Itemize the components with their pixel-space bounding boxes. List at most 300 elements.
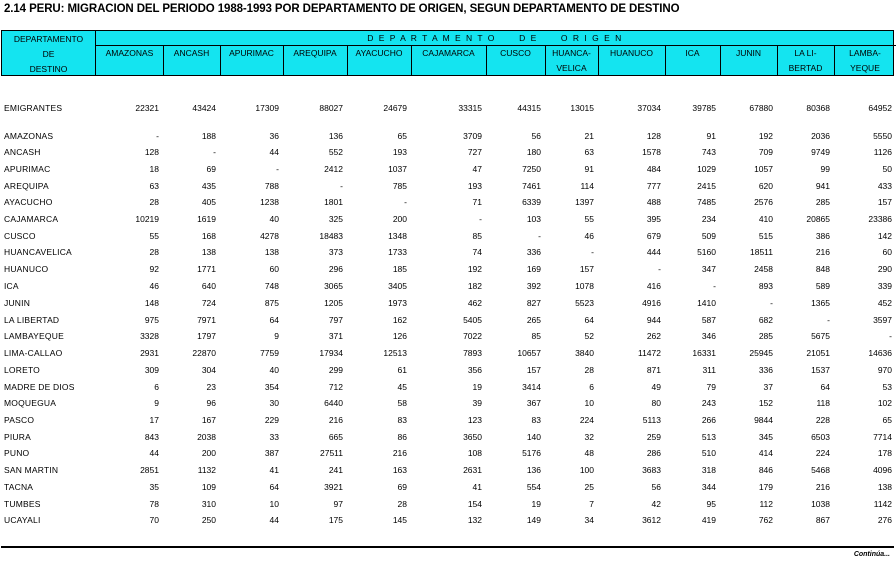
- table-cell: 2851: [140, 465, 159, 475]
- row-label: MOQUEGUA: [4, 398, 57, 408]
- table-cell: 18511: [749, 247, 773, 257]
- table-cell: 58: [397, 398, 407, 408]
- table-cell: 33315: [458, 103, 482, 113]
- table-cell: 25945: [749, 348, 773, 358]
- row-label: HUANUCO: [4, 264, 49, 274]
- table-cell: 35: [149, 482, 159, 492]
- column-header: VELICA: [556, 63, 587, 73]
- table-cell: 216: [392, 448, 407, 458]
- table-cell: 462: [467, 298, 482, 308]
- table-cell: 136: [328, 131, 343, 141]
- column-header: JUNIN: [735, 48, 762, 58]
- table-cell: 63: [149, 181, 159, 191]
- table-cell: 3065: [324, 281, 343, 291]
- table-cell: 5176: [522, 448, 541, 458]
- table-cell: 682: [758, 315, 773, 325]
- header-rule: [95, 45, 896, 46]
- table-cell: 419: [701, 515, 716, 525]
- table-cell: 665: [328, 432, 343, 442]
- column-header: YEQUE: [850, 63, 880, 73]
- table-cell: 42: [651, 499, 661, 509]
- table-cell: 259: [646, 432, 661, 442]
- table-cell: 1771: [197, 264, 216, 274]
- row-label: LIMA-CALLAO: [4, 348, 63, 358]
- table-cell: 871: [646, 365, 661, 375]
- table-cell: 80368: [806, 103, 830, 113]
- table-cell: 200: [201, 448, 216, 458]
- table-cell: 27511: [319, 448, 343, 458]
- row-label: SAN MARTIN: [4, 465, 59, 475]
- table-cell: 2931: [140, 348, 159, 358]
- table-cell: 216: [815, 247, 830, 257]
- table-cell: 266: [701, 415, 716, 425]
- table-cell: 1348: [388, 231, 407, 241]
- table-cell: 941: [815, 181, 830, 191]
- table-cell: 4916: [642, 298, 661, 308]
- table-cell: 145: [392, 515, 407, 525]
- table-cell: 2036: [811, 131, 830, 141]
- table-cell: 3405: [388, 281, 407, 291]
- table-cell: 7250: [522, 164, 541, 174]
- row-label: JUNIN: [4, 298, 31, 308]
- column-header: AMAZONAS: [105, 48, 154, 58]
- table-cell: 3683: [642, 465, 661, 475]
- table-cell: 392: [526, 281, 541, 291]
- table-cell: 7971: [197, 315, 216, 325]
- table-cell: 5468: [811, 465, 830, 475]
- table-cell: 3650: [463, 432, 482, 442]
- table-cell: 224: [815, 448, 830, 458]
- table-cell: 10: [269, 499, 279, 509]
- table-cell: 250: [201, 515, 216, 525]
- table-row: [0, 497, 896, 511]
- table-cell: 7759: [260, 348, 279, 358]
- table-cell: 513: [701, 432, 716, 442]
- table-cell: 114: [580, 181, 594, 191]
- column-header: LA LI-: [794, 48, 817, 58]
- table-cell: 3921: [324, 482, 343, 492]
- table-cell: 36: [269, 131, 279, 141]
- table-row: [0, 179, 896, 193]
- row-label: ANCASH: [4, 147, 41, 157]
- stub-header-line3: DESTINO: [29, 64, 68, 74]
- table-cell: 515: [758, 231, 773, 241]
- table-cell: 21: [584, 131, 594, 141]
- table-cell: 3709: [463, 131, 482, 141]
- table-cell: 285: [758, 331, 773, 341]
- table-cell: 241: [328, 465, 343, 475]
- table-cell: 433: [877, 181, 892, 191]
- table-row: [0, 463, 896, 477]
- table-cell: 17934: [319, 348, 343, 358]
- table-cell: 3612: [642, 515, 661, 525]
- table-cell: 347: [701, 264, 716, 274]
- table-cell: 154: [467, 499, 482, 509]
- table-cell: 167: [201, 415, 216, 425]
- row-label: EMIGRANTES: [4, 103, 63, 113]
- table-row: [0, 480, 896, 494]
- row-label: TACNA: [4, 482, 34, 492]
- table-cell: 7461: [522, 181, 541, 191]
- continued-note: Continúa...: [853, 551, 890, 558]
- table-cell: 7022: [463, 331, 482, 341]
- table-cell: 18483: [319, 231, 343, 241]
- table-cell: 49: [651, 382, 661, 392]
- table-cell: 339: [877, 281, 892, 291]
- table-cell: 290: [877, 264, 892, 274]
- table-cell: 43424: [192, 103, 216, 113]
- table-cell: 157: [877, 197, 892, 207]
- table-cell: 679: [646, 231, 661, 241]
- table-cell: 9: [274, 331, 279, 341]
- table-cell: 132: [467, 515, 482, 525]
- table-cell: 587: [701, 315, 716, 325]
- table-cell: 128: [646, 131, 661, 141]
- origin-group-label: D E P A R T A M E N T O D E O R I G E N: [367, 33, 623, 43]
- table-cell: 39: [472, 398, 482, 408]
- table-cell: 138: [264, 247, 279, 257]
- table-cell: 970: [877, 365, 892, 375]
- table-cell: 17: [149, 415, 159, 425]
- table-cell: 63: [584, 147, 594, 157]
- table-row: [0, 396, 896, 410]
- table-row: [0, 212, 896, 226]
- emigrantes-row: [0, 101, 896, 115]
- table-cell: 3840: [575, 348, 594, 358]
- table-cell: 103: [526, 214, 541, 224]
- table-cell: 336: [758, 365, 773, 375]
- table-cell: 10657: [517, 348, 541, 358]
- table-cell: 9749: [811, 147, 830, 157]
- table-row: [0, 229, 896, 243]
- table-cell: 24679: [383, 103, 407, 113]
- row-label: AREQUIPA: [4, 181, 49, 191]
- table-row: [0, 145, 896, 159]
- table-cell: 1037: [388, 164, 407, 174]
- table-row: [0, 245, 896, 259]
- table-cell: 1733: [388, 247, 407, 257]
- table-cell: 44: [269, 515, 279, 525]
- table-cell: 414: [758, 448, 773, 458]
- page-title: 2.14 PERU: MIGRACION DEL PERIODO 1988-1993 POR DEPARTAMENTO DE ORIGEN, SEGUN DEPARTAMENTO DE DESTINO: [4, 3, 680, 15]
- table-cell: 70: [149, 515, 159, 525]
- column-header: LAMBA-: [849, 48, 881, 58]
- table-row: [0, 446, 896, 460]
- table-cell: 65: [882, 415, 892, 425]
- table-cell: 6503: [811, 432, 830, 442]
- table-cell: 944: [646, 315, 661, 325]
- table-cell: 1801: [324, 197, 343, 207]
- table-cell: 9: [154, 398, 159, 408]
- table-cell: 788: [264, 181, 279, 191]
- table-cell: 19: [472, 382, 482, 392]
- table-cell: 640: [201, 281, 216, 291]
- table-cell: 45: [397, 382, 407, 392]
- table-cell: 6339: [522, 197, 541, 207]
- table-cell: 484: [646, 164, 661, 174]
- table-cell: 12513: [383, 348, 407, 358]
- table-cell: 336: [526, 247, 541, 257]
- table-cell: 7: [589, 499, 594, 509]
- table-cell: 4278: [260, 231, 279, 241]
- table-cell: 34: [584, 515, 594, 525]
- table-cell: 10: [584, 398, 594, 408]
- table-cell: 345: [758, 432, 773, 442]
- table-row: [0, 296, 896, 310]
- table-row: [0, 380, 896, 394]
- table-cell: 14636: [868, 348, 892, 358]
- table-cell: 192: [758, 131, 773, 141]
- table-cell: 108: [467, 448, 482, 458]
- table-cell: 55: [584, 214, 594, 224]
- column-header: ANCASH: [173, 48, 210, 58]
- table-cell: 22321: [135, 103, 159, 113]
- table-cell: 140: [526, 432, 541, 442]
- table-cell: 1205: [324, 298, 343, 308]
- table-cell: 6440: [324, 398, 343, 408]
- table-cell: 318: [701, 465, 716, 475]
- table-cell: 304: [201, 365, 216, 375]
- table-cell: 102: [877, 398, 892, 408]
- table-cell: 100: [579, 465, 594, 475]
- table-cell: 83: [531, 415, 541, 425]
- table-cell: 724: [201, 298, 216, 308]
- table-cell: 1078: [575, 281, 594, 291]
- table-cell: 192: [467, 264, 482, 274]
- table-cell: 743: [701, 147, 716, 157]
- table-cell: -: [538, 231, 541, 241]
- table-cell: 56: [531, 131, 541, 141]
- table-cell: 4096: [873, 465, 892, 475]
- table-cell: 78: [149, 499, 159, 509]
- table-cell: 13015: [570, 103, 594, 113]
- table-cell: 2458: [754, 264, 773, 274]
- table-cell: 7714: [873, 432, 892, 442]
- table-cell: 95: [706, 499, 716, 509]
- table-cell: -: [827, 315, 830, 325]
- table-cell: 1238: [260, 197, 279, 207]
- table-cell: 65: [397, 131, 407, 141]
- table-cell: 44315: [517, 103, 541, 113]
- table-cell: 46: [584, 231, 594, 241]
- table-cell: 157: [526, 365, 541, 375]
- table-cell: 60: [882, 247, 892, 257]
- table-cell: 163: [392, 465, 407, 475]
- table-cell: 37034: [637, 103, 661, 113]
- table-cell: 96: [206, 398, 216, 408]
- table-cell: 85: [472, 231, 482, 241]
- table-cell: -: [591, 247, 594, 257]
- table-cell: 387: [264, 448, 279, 458]
- table-cell: 41: [472, 482, 482, 492]
- table-cell: 47: [472, 164, 482, 174]
- table-header: [1, 30, 894, 76]
- table-cell: 188: [201, 131, 216, 141]
- row-label: APURIMAC: [4, 164, 51, 174]
- table-cell: 344: [701, 482, 716, 492]
- table-cell: 23386: [868, 214, 892, 224]
- row-label: AMAZONAS: [4, 131, 54, 141]
- column-header: CAJAMARCA: [422, 48, 475, 58]
- table-cell: 91: [706, 131, 716, 141]
- table-cell: 17309: [255, 103, 279, 113]
- table-cell: 60: [269, 264, 279, 274]
- table-cell: -: [658, 264, 661, 274]
- table-cell: 18: [149, 164, 159, 174]
- table-cell: 53: [882, 382, 892, 392]
- table-cell: -: [889, 331, 892, 341]
- table-cell: 216: [328, 415, 343, 425]
- table-cell: 405: [201, 197, 216, 207]
- table-cell: 354: [264, 382, 279, 392]
- table-cell: 37: [763, 382, 773, 392]
- table-cell: 1132: [197, 465, 216, 475]
- table-row: [0, 430, 896, 444]
- table-cell: 52: [584, 331, 594, 341]
- column-header: BERTAD: [788, 63, 823, 73]
- table-cell: 142: [877, 231, 892, 241]
- row-label: TUMBES: [4, 499, 41, 509]
- table-cell: 6: [154, 382, 159, 392]
- table-row: [0, 413, 896, 427]
- table-cell: 325: [328, 214, 343, 224]
- table-cell: 1126: [873, 147, 892, 157]
- table-cell: 118: [816, 398, 830, 408]
- table-cell: 410: [758, 214, 773, 224]
- table-cell: 5675: [811, 331, 830, 341]
- table-cell: 22870: [192, 348, 216, 358]
- table-cell: 21051: [806, 348, 830, 358]
- table-cell: 193: [467, 181, 482, 191]
- table-cell: 228: [815, 415, 830, 425]
- row-label: PASCO: [4, 415, 35, 425]
- table-cell: 48: [584, 448, 594, 458]
- table-cell: 28: [397, 499, 407, 509]
- table-cell: 46: [149, 281, 159, 291]
- table-cell: 6: [589, 382, 594, 392]
- table-cell: 243: [701, 398, 716, 408]
- table-cell: 299: [328, 365, 343, 375]
- table-cell: 126: [392, 331, 407, 341]
- table-cell: 41: [269, 465, 279, 475]
- table-cell: 5160: [697, 247, 716, 257]
- table-cell: 64: [584, 315, 594, 325]
- table-cell: 185: [392, 264, 407, 274]
- table-cell: 2412: [324, 164, 343, 174]
- column-header: HUANCA-: [552, 48, 591, 58]
- row-label: CUSCO: [4, 231, 36, 241]
- table-cell: 2038: [197, 432, 216, 442]
- table-cell: -: [713, 281, 716, 291]
- column-header: CUSCO: [500, 48, 531, 58]
- table-cell: 91: [584, 164, 594, 174]
- table-cell: -: [213, 147, 216, 157]
- table-cell: 416: [646, 281, 661, 291]
- table-cell: 44: [269, 147, 279, 157]
- table-cell: 296: [328, 264, 343, 274]
- table-cell: 168: [201, 231, 216, 241]
- table-cell: 843: [144, 432, 159, 442]
- column-header: AYACUCHO: [355, 48, 403, 58]
- table-cell: 5523: [575, 298, 594, 308]
- table-cell: 1537: [811, 365, 830, 375]
- table-cell: 16331: [692, 348, 716, 358]
- table-cell: 435: [201, 181, 216, 191]
- table-cell: 162: [392, 315, 407, 325]
- table-cell: 709: [758, 147, 773, 157]
- table-row: [0, 513, 896, 527]
- table-bottom-rule: [1, 546, 894, 548]
- stub-header-line2: DE: [42, 49, 55, 59]
- table-cell: 40: [269, 365, 279, 375]
- table-cell: 554: [526, 482, 541, 492]
- table-cell: 178: [877, 448, 892, 458]
- table-cell: 234: [701, 214, 716, 224]
- table-cell: -: [276, 164, 279, 174]
- table-cell: 452: [877, 298, 892, 308]
- table-cell: 20865: [806, 214, 830, 224]
- table-cell: 83: [397, 415, 407, 425]
- stub-header-line1: DEPARTAMENTO: [13, 34, 84, 44]
- table-cell: 97: [333, 499, 343, 509]
- table-cell: 712: [328, 382, 343, 392]
- table-cell: 224: [579, 415, 594, 425]
- table-cell: 182: [467, 281, 482, 291]
- table-cell: 200: [392, 214, 407, 224]
- table-cell: 10219: [135, 214, 159, 224]
- table-cell: 79: [706, 382, 716, 392]
- column-header: ICA: [685, 48, 700, 58]
- table-cell: 2415: [697, 181, 716, 191]
- table-cell: 136: [526, 465, 541, 475]
- table-cell: 85: [531, 331, 541, 341]
- column-header: HUANUCO: [610, 48, 653, 58]
- table-cell: 867: [815, 515, 830, 525]
- table-cell: 311: [702, 365, 716, 375]
- table-cell: 169: [526, 264, 541, 274]
- table-cell: 367: [526, 398, 541, 408]
- table-cell: 7893: [463, 348, 482, 358]
- table-cell: 19: [531, 499, 541, 509]
- table-cell: 1029: [697, 164, 716, 174]
- table-cell: 123: [467, 415, 482, 425]
- row-label: LORETO: [4, 365, 40, 375]
- table-cell: 2631: [463, 465, 482, 475]
- row-label: UCAYALI: [4, 515, 41, 525]
- table-cell: 33: [269, 432, 279, 442]
- column-header: APURIMAC: [229, 48, 274, 58]
- table-cell: 309: [144, 365, 159, 375]
- table-cell: 128: [144, 147, 159, 157]
- table-cell: 1038: [811, 499, 830, 509]
- row-label: LA LIBERTAD: [4, 315, 60, 325]
- table-cell: 1057: [754, 164, 773, 174]
- table-cell: 5550: [873, 131, 892, 141]
- table-cell: 1973: [388, 298, 407, 308]
- table-cell: 285: [815, 197, 830, 207]
- table-cell: 727: [467, 147, 482, 157]
- table-row: [0, 363, 896, 377]
- table-cell: 276: [877, 515, 892, 525]
- table-cell: 286: [646, 448, 661, 458]
- table-cell: 138: [201, 247, 216, 257]
- table-cell: 346: [701, 331, 716, 341]
- table-cell: 1797: [197, 331, 216, 341]
- table-cell: 39785: [692, 103, 716, 113]
- table-cell: 175: [328, 515, 343, 525]
- table-cell: 148: [144, 298, 159, 308]
- table-cell: 149: [526, 515, 541, 525]
